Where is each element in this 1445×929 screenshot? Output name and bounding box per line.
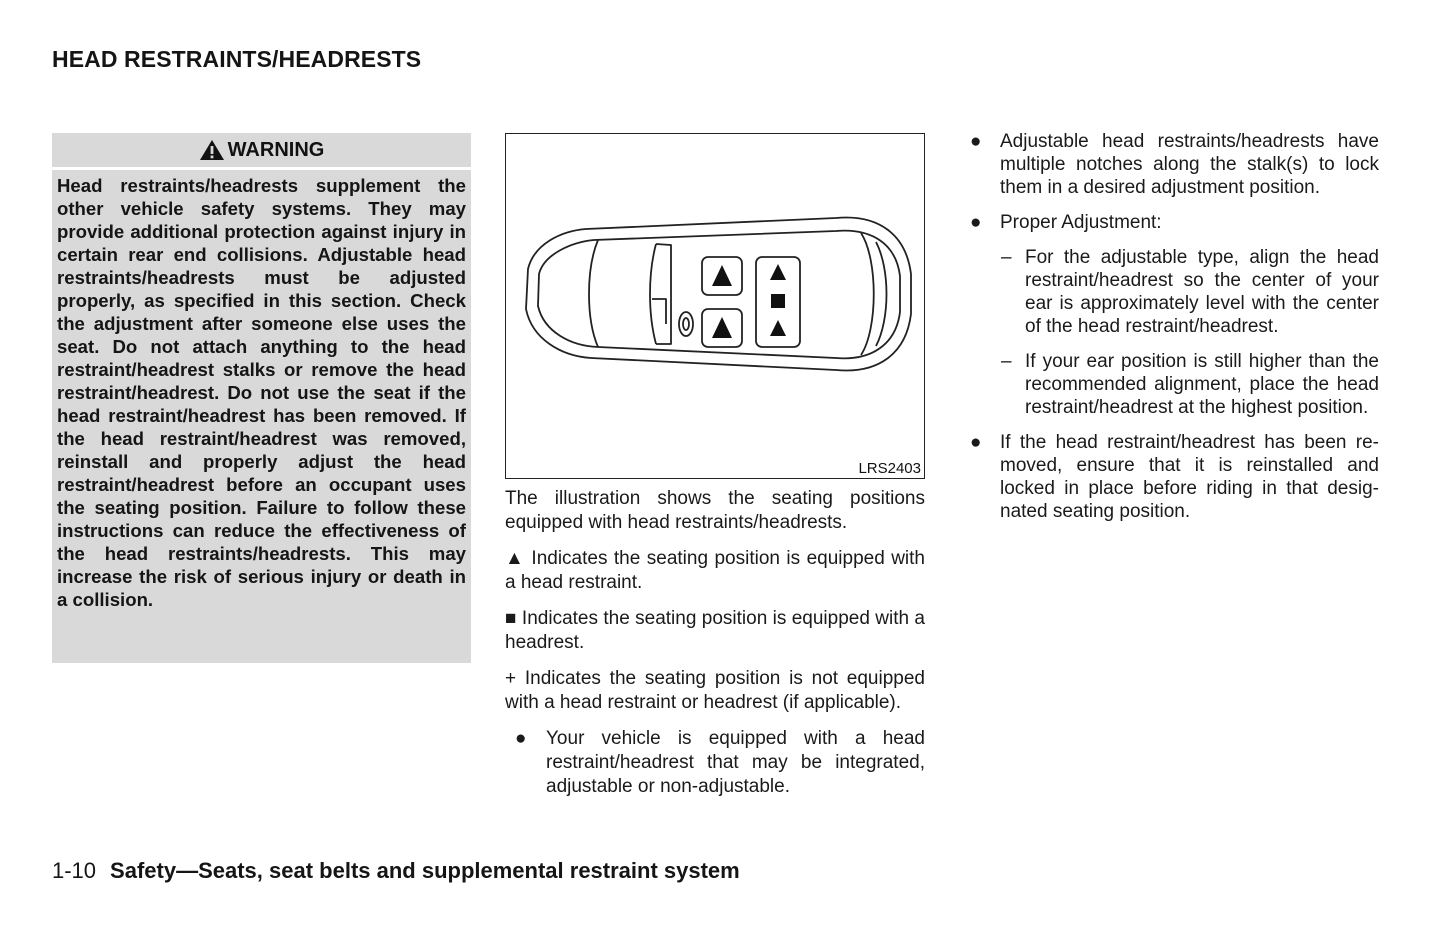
bullet-icon: ● <box>970 432 982 453</box>
dash-icon: – <box>1001 351 1012 372</box>
bullet-icon: ● <box>970 212 982 233</box>
sub-list-item <box>968 246 1379 338</box>
list-item <box>968 211 1379 234</box>
vehicle-top-view-diagram <box>506 134 924 478</box>
figure-caption: The illustration shows the seating positions equipped with head restraints/headrests. <box>505 488 925 533</box>
list-item <box>968 130 1379 199</box>
right-column <box>968 130 1379 535</box>
bullet-icon: ● <box>970 131 982 152</box>
sub-item-text: For the adjustable type, align the head restraint/headrest so the center of your ear is approximately level with the center of the head restraint/headrest. <box>1025 247 1379 337</box>
legend-plus: + Indicates the seating position is not equipped with a head restraint or headrest (if applicable). <box>505 668 925 713</box>
dash-icon: – <box>1001 247 1012 268</box>
bullet-text: Your vehicle is equipped with a head restraint/headrest that may be integrated, adjustable or non-adjustable. <box>546 728 925 797</box>
warning-header <box>52 133 471 170</box>
sub-list-item <box>968 350 1379 419</box>
warning-box <box>52 133 471 663</box>
warning-triangle-icon <box>199 139 225 161</box>
warning-label: WARNING <box>227 138 325 161</box>
middle-column <box>505 487 925 799</box>
warning-text: Head restraints/headrests supplement the other vehicle safety systems. They may provide additional protection against injury in certain rear end collisions. Adjustable head restraints/headrests must be adjusted properly, as specified in this section. Check the adjustment after someone else uses the seat. Do not attach anything to the head restraint/headrest stalks or remove the head restraint/headrest. Do not use the seat if the head restraint/headrest has been removed. If the head restraint/headrest was removed, reinstall and properly adjust the head restraint/headrest before an occupant uses the seating position. Failure to follow these instructions can reduce the effectiveness of the head restraints/headrests. This may increase the risk of serious injury or death in a collision. <box>57 175 466 610</box>
bullet-text: Proper Adjustment: <box>1000 212 1162 233</box>
sub-item-text: If your ear position is still higher than the recommended alignment, place the head restraint/headrest at the highest position. <box>1025 351 1379 418</box>
page-footer <box>52 858 740 884</box>
list-item <box>505 727 925 799</box>
seating-illustration <box>505 133 925 479</box>
bullet-text: Adjustable head restraints/headrests have multiple notches along the stalk(s) to lock them in a desired adjustment position. <box>1000 131 1379 198</box>
figure-code: LRS2403 <box>858 460 921 477</box>
bullet-text: If the head restraint/headrest has been removed, ensure that it is reinstalled and locked in place before riding in that designated seating position. <box>1000 432 1379 522</box>
legend-square: ■ Indicates the seating position is equipped with a headrest. <box>505 608 925 653</box>
list-item <box>968 431 1379 523</box>
bullet-icon: ● <box>515 728 527 749</box>
chapter-title: Safety—Seats, seat belts and supplemental restraint system <box>110 858 740 883</box>
legend-triangle: ▲ Indicates the seating position is equipped with a head restraint. <box>505 548 925 593</box>
page-number: 1-10 <box>52 858 97 883</box>
page-title: HEAD RESTRAINTS/HEADRESTS <box>52 46 422 72</box>
